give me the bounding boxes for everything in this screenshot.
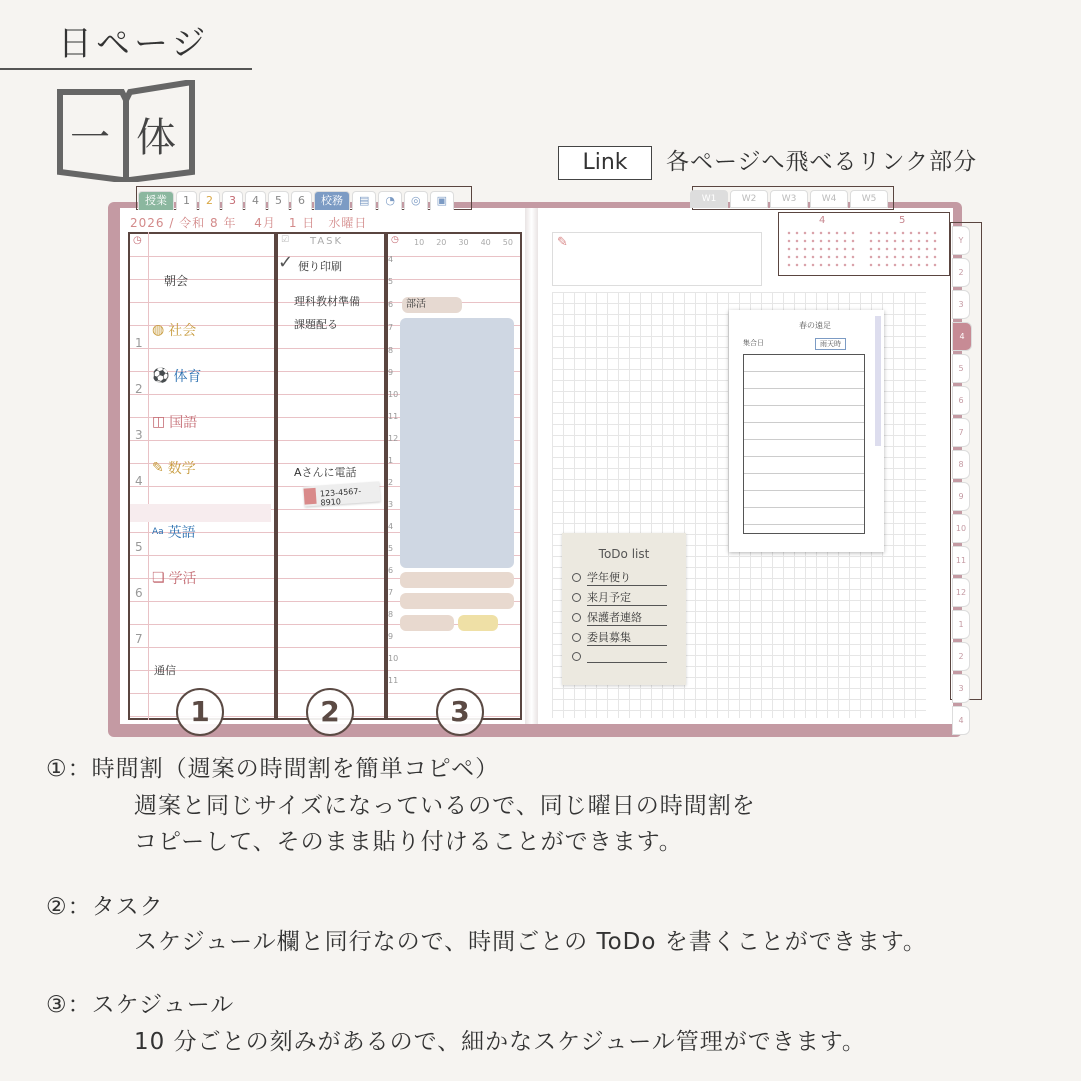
page-title: 日ページ — [58, 24, 210, 64]
tab-month[interactable]: 5 — [952, 354, 970, 383]
schedule-event: 部活 — [402, 297, 462, 313]
schedule-block — [400, 615, 454, 631]
tab-month[interactable]: 9 — [952, 482, 970, 511]
tab-period-5[interactable]: 5 — [268, 191, 289, 210]
hour-label: 7 — [388, 588, 394, 597]
timetable-column — [128, 232, 276, 720]
subject-label: 英語 — [167, 525, 196, 541]
tab-month[interactable]: 3 — [952, 674, 970, 703]
globe-icon: ◍ — [152, 322, 165, 338]
period-number: 4 — [135, 474, 143, 488]
schedule-block-class — [400, 318, 514, 568]
task-item: 便り印刷 — [298, 260, 342, 273]
subject-label: 国語 — [169, 415, 198, 431]
checkbox-icon: ☑ — [281, 235, 290, 245]
note-icon[interactable]: ▣ — [430, 191, 454, 210]
tick-label: 20 — [436, 238, 447, 247]
book-icon: ◫ — [152, 414, 166, 430]
speech-icon: ❏ — [152, 570, 165, 586]
sticky-tab — [304, 488, 317, 505]
pasted-title: 春の遠足 — [799, 321, 831, 330]
description-body-1 — [134, 788, 756, 860]
hour-label: 5 — [388, 277, 394, 286]
sticky-note — [303, 481, 380, 506]
todo-text: 保護者連絡 — [587, 609, 667, 626]
tab-period-3[interactable]: 3 — [222, 191, 243, 210]
sticky-phone: 123-4567-8910 — [319, 486, 362, 508]
tab-year[interactable]: Y — [952, 226, 970, 255]
link-description: 各ページへ飛べるリンク部分 — [666, 149, 978, 175]
calendar-month: 5 — [899, 215, 906, 226]
marker-3: 3 — [436, 688, 484, 736]
hour-label: 9 — [388, 368, 394, 377]
tab-month[interactable]: 4 — [952, 706, 970, 735]
tab-week-2[interactable]: W2 — [730, 190, 768, 208]
todo-text: 委員募集 — [587, 629, 667, 646]
newsletter-row: 通信 — [154, 664, 176, 677]
timetable-divider — [148, 232, 149, 720]
memo-box[interactable] — [552, 232, 762, 286]
hour-label: 4 — [388, 522, 394, 531]
task-item: 課題配る — [294, 318, 338, 331]
planner-tabbar — [138, 188, 456, 210]
list-icon[interactable]: ▤ — [352, 191, 376, 210]
subject-label: 社会 — [168, 323, 197, 339]
tab-month[interactable]: 7 — [952, 418, 970, 447]
hour-label: 10 — [388, 654, 399, 663]
book-icon — [56, 80, 196, 182]
mini-calendar[interactable] — [778, 212, 950, 276]
tab-month[interactable]: 10 — [952, 514, 970, 543]
hour-label: 7 — [388, 323, 394, 332]
todo-bullet — [572, 652, 581, 661]
pasted-label-b: 雨天時 — [815, 338, 846, 350]
tab-month[interactable]: 12 — [952, 578, 970, 607]
subject-label: 学活 — [168, 571, 197, 587]
book-label-right: 体 — [136, 115, 176, 161]
task-item: Aさんに電話 — [294, 466, 357, 479]
subject-japanese — [152, 412, 197, 432]
period-number: 6 — [135, 586, 143, 600]
tab-period-1[interactable]: 1 — [176, 191, 197, 210]
tab-class[interactable]: 授業 — [138, 191, 174, 210]
date-header: 2026 / 令和 8 年 4月 1 日 水曜日 — [130, 216, 368, 230]
link-label: Link — [558, 146, 652, 180]
month-tabs — [952, 226, 980, 738]
todo-item[interactable] — [572, 569, 667, 586]
tab-month[interactable]: 8 — [952, 450, 970, 479]
todo-item[interactable] — [572, 589, 667, 606]
clock-icon[interactable]: ◔ — [378, 191, 402, 210]
hour-label: 6 — [388, 300, 394, 309]
pasted-label-a: 集合日 — [743, 339, 764, 347]
subject-english — [152, 522, 196, 542]
todo-text: 学年便り — [587, 569, 667, 586]
pasted-table — [743, 354, 865, 534]
calendar-days — [785, 229, 859, 269]
subject-social — [152, 320, 196, 340]
tab-period-4[interactable]: 4 — [245, 191, 266, 210]
tab-month[interactable]: 6 — [952, 386, 970, 415]
task-header: TASK — [310, 236, 344, 247]
period-number: 3 — [135, 428, 143, 442]
todo-sticky — [562, 533, 686, 685]
subject-math — [152, 458, 196, 478]
hour-labels — [388, 255, 400, 715]
tick-label: 40 — [480, 238, 491, 247]
tab-month-active[interactable]: 4 — [952, 322, 972, 351]
subject-homeroom — [152, 568, 197, 588]
todo-text: 来月予定 — [587, 589, 667, 606]
check-mark-icon: ✓ — [278, 252, 294, 273]
schedule-block — [458, 615, 498, 631]
book-label-left: 一 — [70, 115, 110, 161]
pen-icon: ✎ — [557, 235, 568, 250]
todo-item[interactable] — [572, 649, 667, 663]
schedule-block — [400, 572, 514, 588]
title-divider — [0, 68, 252, 70]
tick-label: 30 — [458, 238, 469, 247]
marker-1: 1 — [176, 688, 224, 736]
lunch-band — [130, 504, 271, 522]
schedule-block — [400, 593, 514, 609]
tab-month[interactable]: 2 — [952, 258, 970, 287]
tick-label: 10 — [414, 238, 425, 247]
description-heading-2: ②：タスク — [46, 894, 164, 920]
hour-label: 1 — [388, 456, 394, 465]
hour-label: 6 — [388, 566, 394, 575]
tab-week-4[interactable]: W4 — [810, 190, 848, 208]
tab-month[interactable]: 3 — [952, 290, 970, 319]
period-number: 7 — [135, 632, 143, 646]
clock-icon: ◷ — [391, 235, 399, 245]
description-heading-1: ①：時間割（週案の時間割を簡単コピペ） — [46, 756, 500, 782]
tab-month[interactable]: 2 — [952, 642, 970, 671]
hour-label: 11 — [388, 412, 399, 421]
hour-label: 5 — [388, 544, 394, 553]
task-item: 理科教材準備 — [294, 295, 360, 308]
tab-period-2[interactable]: 2 — [199, 191, 220, 210]
morning-meeting: 朝会 — [164, 274, 189, 288]
schedule-ticks — [414, 238, 513, 247]
planner-spine — [525, 208, 538, 724]
tab-week-3[interactable]: W3 — [770, 190, 808, 208]
todo-bullet — [572, 593, 581, 602]
description-body-2 — [134, 924, 927, 960]
period-number: 2 — [135, 382, 143, 396]
pencil-icon: ✎ — [152, 460, 164, 476]
hour-label: 11 — [388, 676, 399, 685]
tab-week-5[interactable]: W5 — [850, 190, 888, 208]
period-number: 1 — [135, 336, 143, 350]
calendar-month: 4 — [819, 215, 826, 226]
pasted-scrollbar — [875, 316, 881, 446]
tab-period-6[interactable]: 6 — [291, 191, 312, 210]
hour-label: 2 — [388, 478, 394, 487]
hour-label: 12 — [388, 434, 399, 443]
description-line: コピーして、そのまま貼り付けることができます。 — [134, 829, 683, 855]
todo-bullet — [572, 573, 581, 582]
pasted-document — [729, 310, 884, 552]
todo-text — [587, 649, 667, 663]
calendar-days — [867, 229, 941, 269]
ball-icon: ⚽ — [152, 368, 170, 384]
hour-label: 8 — [388, 610, 394, 619]
marker-2: 2 — [306, 688, 354, 736]
hour-label: 8 — [388, 346, 394, 355]
tab-week-1[interactable]: W1 — [690, 190, 728, 208]
period-number: 5 — [135, 540, 143, 554]
description-line: 週案と同じサイズになっているので、同じ曜日の時間割を — [134, 793, 756, 819]
todo-item[interactable] — [572, 629, 667, 646]
tick-label: 50 — [502, 238, 513, 247]
todo-title: ToDo list — [598, 547, 650, 561]
hour-label: 4 — [388, 255, 394, 264]
chat-icon[interactable]: ◎ — [404, 191, 428, 210]
hour-label: 3 — [388, 500, 394, 509]
subject-pe — [152, 366, 201, 386]
description-line: スケジュール欄と同行なので、時間ごとの ToDo を書くことができます。 — [134, 929, 927, 955]
todo-bullet — [572, 613, 581, 622]
description-body-3 — [134, 1024, 866, 1060]
week-tabs — [690, 190, 888, 208]
subject-label: 体育 — [173, 369, 202, 385]
tab-month[interactable]: 1 — [952, 610, 970, 639]
description-heading-3: ③：スケジュール — [46, 992, 235, 1018]
tab-school-duty[interactable]: 校務 — [314, 191, 350, 210]
clock-icon: ◷ — [133, 235, 142, 246]
todo-item[interactable] — [572, 609, 667, 626]
alphabet-icon: Aa — [152, 527, 164, 537]
description-line: 10 分ごとの刻みがあるので、細かなスケジュール管理ができます。 — [134, 1029, 866, 1055]
todo-bullet — [572, 633, 581, 642]
subject-label: 数学 — [167, 461, 196, 477]
hour-label: 10 — [388, 390, 399, 399]
tab-month[interactable]: 11 — [952, 546, 970, 575]
hour-label: 9 — [388, 632, 394, 641]
